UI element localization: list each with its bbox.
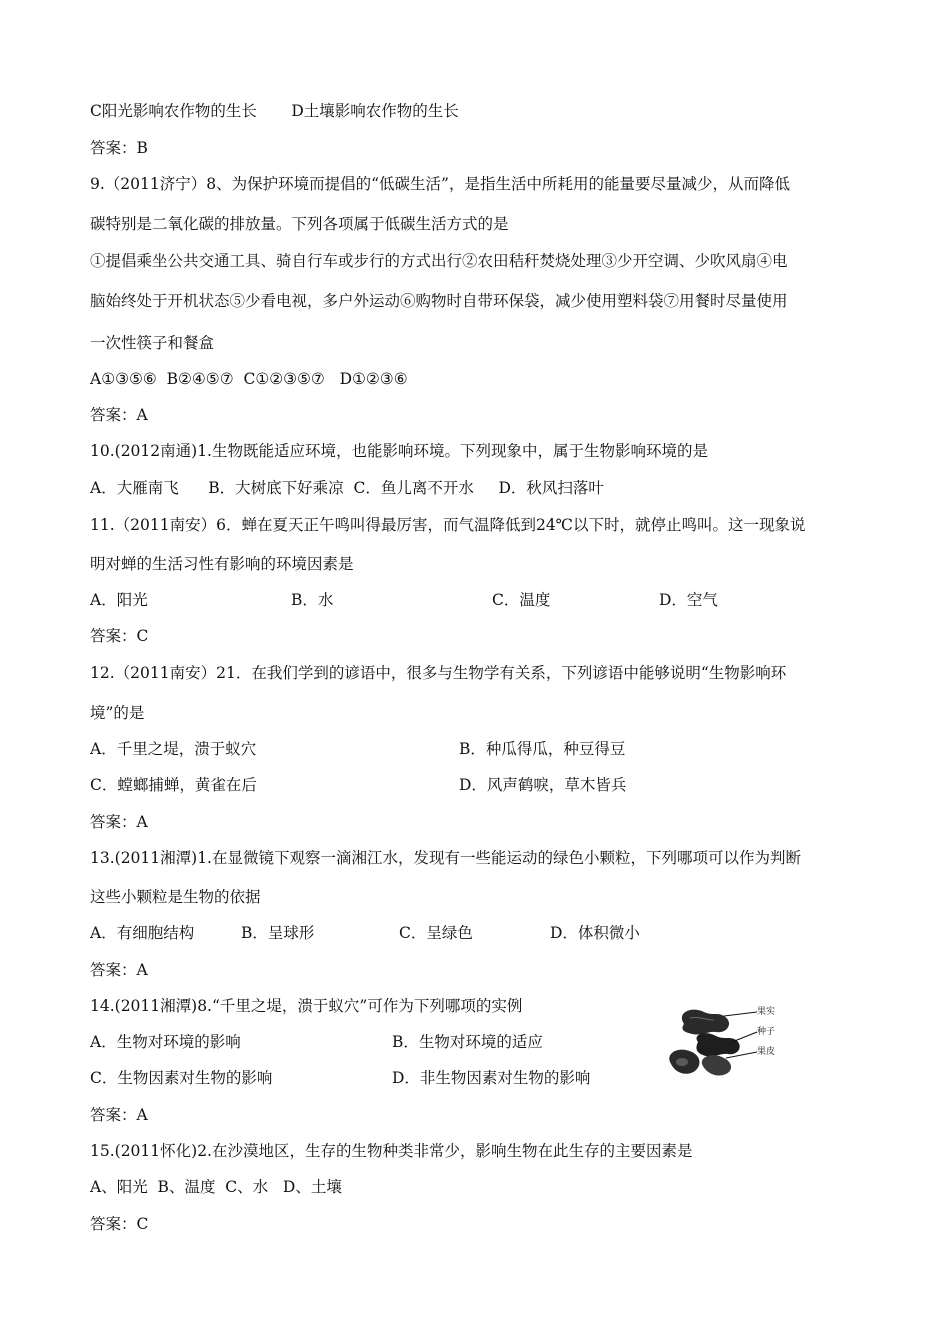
- q12-option-d: D．风声鹤唳，草木皆兵: [459, 776, 627, 794]
- q11-answer: 答案：C: [90, 627, 149, 645]
- q14-answer: 答案：A: [90, 1106, 148, 1124]
- q11-stem-line2: 明对蝉的生活习性有影响的环境因素是: [90, 555, 354, 573]
- peanut-figure: [662, 1002, 802, 1080]
- q11-option-b: B．水: [291, 591, 334, 609]
- peanut-illustration: [662, 1002, 802, 1080]
- q13-option-b: B．呈球形: [241, 924, 315, 942]
- q11-option-d: D．空气: [659, 591, 718, 609]
- q15-stem: 15.(2011怀化)2.在沙漠地区，生存的生物种类非常少，影响生物在此生存的主要因素是: [90, 1142, 693, 1160]
- q14-option-b: B．生物对环境的适应: [392, 1033, 543, 1051]
- q12-stem-line1: 12.（2011南安）21．在我们学到的谚语中，很多与生物学有关系，下列谚语中能够说明“生物影响环: [90, 664, 787, 682]
- q12-option-c: C．螳螂捕蝉，黄雀在后: [90, 776, 257, 794]
- q14-stem: 14.(2011湘潭)8.“千里之堤，溃于蚁穴”可作为下列哪项的实例: [90, 997, 523, 1015]
- q13-option-a: A．有细胞结构: [90, 924, 195, 942]
- q13-stem-line2: 这些小颗粒是生物的依据: [90, 888, 261, 906]
- q11-option-a: A．阳光: [90, 591, 148, 609]
- q10-options: A．大雁南飞 B．大树底下好乘凉 C．鱼儿离不开水 D．秋风扫落叶: [90, 479, 604, 497]
- q9-stem-line3: ①提倡乘坐公共交通工具、骑自行车或步行的方式出行②农田秸秆焚烧处理③少开空调、少吹风扇④电: [90, 252, 788, 270]
- q9-answer: 答案：A: [90, 406, 148, 424]
- figure-label-fruit: 果实: [757, 1007, 776, 1017]
- q9-options: A①③⑤⑥ B②④⑤⑦ C①②③⑤⑦ D①②③⑥: [90, 370, 408, 388]
- q14-option-c: C．生物因素对生物的影响: [90, 1069, 273, 1087]
- q13-answer: 答案：A: [90, 961, 148, 979]
- q9-stem-line5: 一次性筷子和餐盒: [90, 334, 215, 352]
- q14-option-a: A．生物对环境的影响: [90, 1033, 241, 1051]
- q12-option-b: B．种瓜得瓜，种豆得豆: [459, 740, 626, 758]
- q11-stem-line1: 11.（2011南安）6．蝉在夏天正午鸣叫得最厉害，而气温降低到24℃以下时，就停止鸣叫。这一现象说: [90, 516, 806, 534]
- q13-option-d: D．体积微小: [550, 924, 640, 942]
- q11-option-c: C．温度: [492, 591, 551, 609]
- q13-stem-line1: 13.(2011湘潭)1.在显微镜下观察一滴湘江水，发现有一些能运动的绿色小颗粒，下列哪项可以作为判断: [90, 849, 801, 867]
- q15-options: A、阳光 B、温度 C、水 D、土壤: [90, 1178, 342, 1196]
- q15-answer: 答案：C: [90, 1215, 149, 1233]
- q9-stem-line4: 脑始终处于开机状态⑤少看电视，多户外运动⑥购物时自带环保袋，减少使用塑料袋⑦用餐时尽量使用: [90, 292, 788, 310]
- q9-stem-line2: 碳特别是二氧化碳的排放量。下列各项属于低碳生活方式的是: [90, 215, 509, 233]
- q14-option-d: D．非生物因素对生物的影响: [392, 1069, 591, 1087]
- prev-question-answer: 答案：B: [90, 139, 148, 157]
- q12-answer: 答案：A: [90, 813, 148, 831]
- q10-stem: 10.(2012南通)1.生物既能适应环境，也能影响环境。下列现象中，属于生物影响环境的是: [90, 442, 708, 460]
- q12-stem-line2: 境”的是: [90, 704, 145, 722]
- prev-question-options: C阳光影响农作物的生长 D土壤影响农作物的生长: [90, 102, 459, 120]
- figure-label-pericarp: 果皮: [757, 1047, 776, 1057]
- q9-stem-line1: 9.（2011济宁）8、为保护环境而提倡的“低碳生活”，是指生活中所耗用的能量要尽量减少，从而降低: [90, 175, 790, 193]
- q13-option-c: C．呈绿色: [399, 924, 473, 942]
- q12-option-a: A．千里之堤，溃于蚁穴: [90, 740, 257, 758]
- figure-label-seed: 种子: [757, 1027, 776, 1037]
